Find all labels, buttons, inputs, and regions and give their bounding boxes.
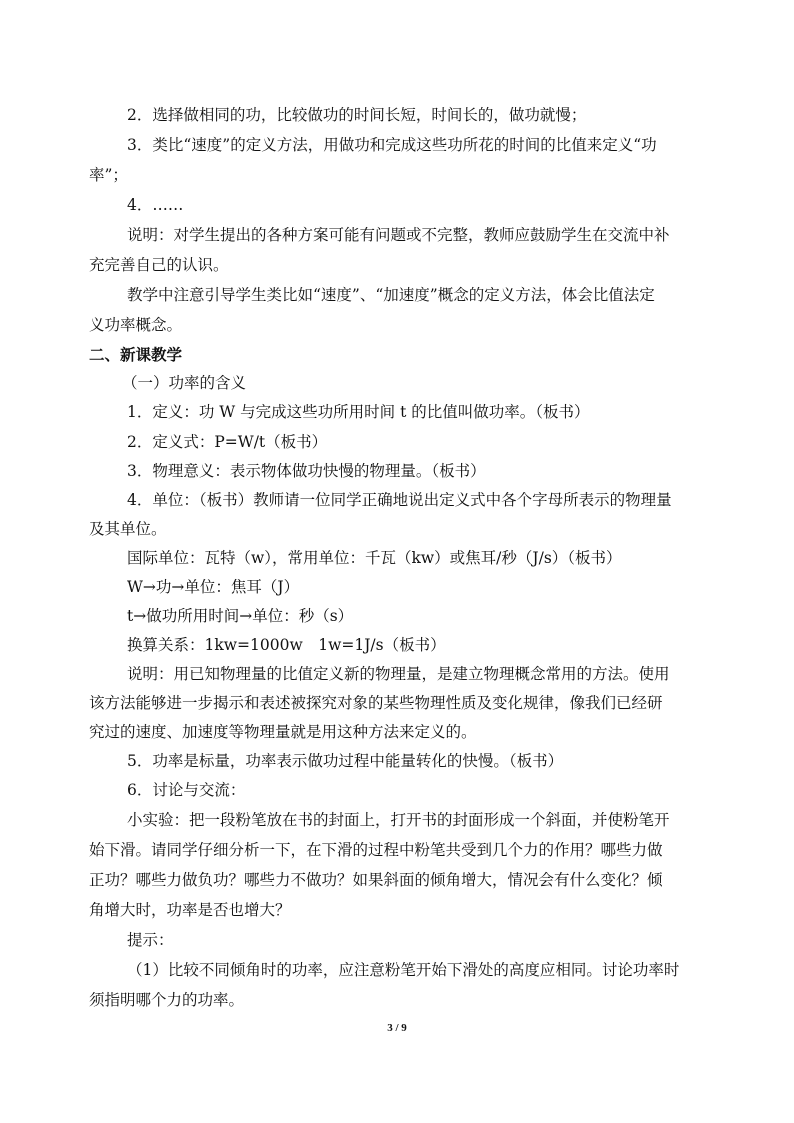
- formula-item: 2．定义式：P=W/t（板书）: [127, 433, 328, 451]
- time-unit-line: t→做功所用时间→单位：秒（s）: [127, 607, 354, 625]
- experiment-paragraph-continued-3: 角增大时，功率是否也增大？: [89, 901, 291, 919]
- si-unit-line: 国际单位：瓦特（w），常用单位：千瓦（kw）或焦耳/秒（J/s）（板书）: [127, 549, 622, 567]
- subsection-heading-power-meaning: （一）功率的含义: [122, 374, 247, 392]
- ratio-method-note-continued-1: 该方法能够进一步揭示和表述被探究对象的某些物理性质及变化规律，像我们已经研: [89, 694, 663, 712]
- teaching-note-paragraph-continued: 义功率概念。: [89, 316, 183, 334]
- unit-item-continued: 及其单位。: [89, 520, 167, 538]
- note-paragraph-1-continued: 充完善自己的认识。: [89, 256, 229, 274]
- discussion-item: 6．讨论与交流：: [127, 781, 246, 799]
- work-unit-line: W→功→单位：焦耳（J）: [127, 578, 300, 596]
- conversion-line: 换算关系：1kw=1000w 1w=1J/s（板书）: [127, 636, 446, 654]
- hint-item-1-continued: 须指明哪个力的功率。: [89, 991, 245, 1009]
- hint-label: 提示：: [127, 931, 174, 949]
- unit-item: 4．单位：（板书）教师请一位同学正确地说出定义式中各个字母所表示的物理量: [127, 491, 672, 509]
- experiment-paragraph-continued-1: 始下滑。请同学仔细分析一下，在下滑的过程中粉笔共受到几个力的作用？哪些力做: [89, 841, 663, 859]
- hint-item-1: （1）比较不同倾角时的功率，应注意粉笔开始下滑处的高度应相同。讨论功率时: [127, 961, 680, 979]
- method-item-3: 3．类比“速度”的定义方法，用做功和完成这些功所花的时间的比值来定义“功: [127, 136, 657, 154]
- section-heading-new-lesson: 二、新课教学: [89, 346, 183, 364]
- definition-item: 1．定义：功 W 与完成这些功所用时间 t 的比值叫做功率。（板书）: [127, 403, 590, 421]
- method-item-3-continued: 率”；: [89, 166, 128, 184]
- page-number: 3 / 9: [387, 1022, 407, 1034]
- teaching-note-paragraph: 教学中注意引导学生类比如“速度”、“加速度”概念的定义方法，体会比值法定: [127, 286, 655, 304]
- ratio-method-note-continued-2: 究过的速度、加速度等物理量就是用这种方法来定义的。: [89, 723, 477, 741]
- physical-meaning-item: 3．物理意义：表示物体做功快慢的物理量。（板书）: [127, 462, 486, 480]
- ratio-method-note: 说明：用已知物理量的比值定义新的物理量，是建立物理概念常用的方法。使用: [127, 665, 670, 683]
- method-item-2: 2．选择做相同的功，比较做功的时间长短，时间长的，做功就慢；: [127, 106, 587, 124]
- experiment-paragraph: 小实验：把一段粉笔放在书的封面上，打开书的封面形成一个斜面，并使粉笔开: [127, 811, 670, 829]
- scalar-item: 5．功率是标量，功率表示做功过程中能量转化的快慢。（板书）: [127, 752, 564, 770]
- method-item-4: 4．……: [127, 196, 184, 214]
- note-paragraph-1: 说明：对学生提出的各种方案可能有问题或不完整，教师应鼓励学生在交流中补: [127, 226, 670, 244]
- experiment-paragraph-continued-2: 正功？哪些力做负功？哪些力不做功？如果斜面的倾角增大，情况会有什么变化？倾: [89, 871, 663, 889]
